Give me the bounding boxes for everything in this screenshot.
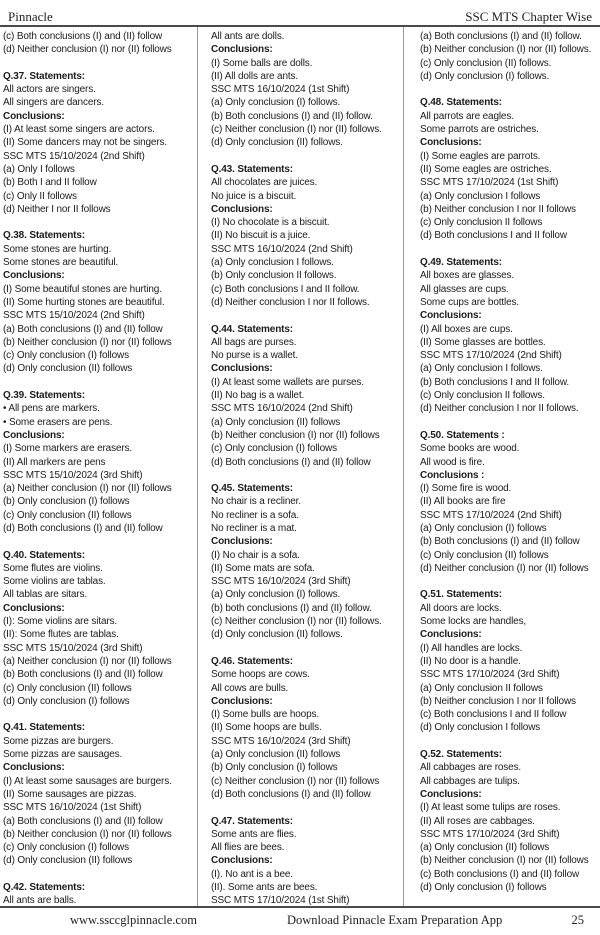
text-line: (a) Both conclusions (I) and (II) follow [3, 815, 163, 827]
text-line: Some ants are flies. [211, 828, 297, 840]
question-heading: Conclusions: [3, 270, 65, 282]
text-line: All ants are dolls. [211, 31, 285, 42]
text-line: (b) Neither conclusion I nor II follows [420, 203, 576, 215]
text-line: Some pizzas are sausages. [3, 749, 123, 761]
column-2 [198, 27, 403, 907]
question-heading: Conclusions: [211, 855, 273, 867]
text-line: (II) Some hoops are bulls. [211, 722, 322, 734]
text-line: (a) Both conclusions (I) and (II) follow. [420, 31, 582, 42]
text-line: No chair is a recliner. [211, 496, 301, 508]
text-line: (I). No ant is a bee. [211, 868, 293, 880]
text-line: All flies are bees. [211, 842, 285, 854]
text-line: (I) All boxes are cups. [420, 323, 513, 335]
text-line: (II) No biscuit is a juice. [211, 230, 311, 242]
text-line: SSC MTS 17/10/2024 (1st Shift) [211, 895, 350, 907]
text-line: (d) Only conclusion (II) follows [3, 855, 133, 867]
text-line: (b) both conclusions (I) and (II) follow. [211, 602, 372, 614]
question-heading: Conclusions: [420, 310, 482, 322]
text-line: (I) Some markers are erasers. [3, 443, 133, 455]
text-line: (II) Some glasses are bottles. [420, 336, 546, 348]
blank-line [420, 83, 598, 96]
text-line: All glasses are cups. [420, 283, 509, 295]
text-line: SSC MTS 15/10/2024 (2nd Shift) [3, 310, 145, 322]
text-line: SSC MTS 17/10/2024 (2nd Shift) [420, 350, 562, 362]
text-line: (II) All books are fire [420, 496, 506, 508]
text-line: (I) Some eagles are parrots. [420, 150, 541, 162]
text-line: Some stones are beautiful. [3, 257, 119, 269]
content-area [0, 27, 600, 907]
text-line: (c) Only conclusion (I) follows [3, 350, 129, 362]
text-line: (a) Only conclusion I follows [420, 190, 541, 202]
text-line: (b) Both conclusions (I) and (II) follow [420, 536, 580, 548]
blank-line [211, 801, 400, 814]
text-line: (a) Only conclusion (II) follows [420, 842, 550, 854]
question-heading: Conclusions: [420, 137, 482, 149]
blank-line [3, 57, 193, 70]
text-line: (a) Neither conclusion (I) nor (II) follows [3, 483, 172, 495]
text-line: All bags are purses. [211, 336, 297, 348]
text-line: (c) Only conclusion II follows [420, 217, 543, 229]
text-line: (d) Only conclusion (II) follows. [211, 629, 343, 641]
text-line: (b) Both conclusions I and II follow. [420, 376, 569, 388]
text-line: All cabbages are roses. [420, 762, 522, 774]
text-line: (I): Some violins are sitars. [3, 616, 118, 628]
text-line: All doors are locks. [420, 602, 502, 614]
text-line: All chocolates are juices. [211, 177, 318, 189]
text-line: (I) No chair is a sofa. [211, 549, 300, 561]
text-line: (c) Both conclusions (I) and (II) follow [3, 31, 163, 42]
text-line: No purse is a wallet. [211, 350, 298, 362]
text-line: (c) Only conclusion (II) follows [3, 682, 132, 694]
text-line: All cabbages are tulips. [420, 775, 520, 787]
question-heading: Conclusions: [3, 110, 65, 122]
text-line: (b) Both conclusions (I) and (II) follow. [211, 110, 373, 122]
question-heading: Conclusions: [420, 629, 482, 641]
blank-line [211, 150, 400, 163]
blank-line [3, 376, 193, 389]
text-line: (b) Only conclusion (I) follows [3, 496, 130, 508]
text-line: Some stones are hurting. [3, 243, 112, 255]
question-heading: Conclusions: [3, 429, 65, 441]
question-heading: Q.40. Statements: [3, 549, 85, 561]
text-line: Some cups are bottles. [420, 296, 519, 308]
column-3 [404, 27, 600, 907]
text-line: (d) Only conclusion (II) follows. [211, 137, 343, 149]
text-line: • Some erasers are pens. [3, 416, 113, 428]
footer-website: www.ssccglpinnacle.com [70, 913, 197, 927]
text-line: (c) Only conclusion (I) follows [3, 842, 129, 854]
text-line: (c) Both conclusions I and II follow [420, 709, 567, 721]
blank-line [211, 642, 400, 655]
blank-line [3, 868, 193, 881]
question-heading: Conclusions: [211, 203, 273, 215]
footer-page-number: 25 [571, 913, 584, 927]
text-line: (a) Only conclusion (I) follows. [211, 97, 341, 109]
blank-line [3, 708, 193, 721]
text-line: (c) Neither conclusion (I) nor (II) follows [211, 775, 380, 787]
text-line: (a) Only conclusion (I) follows [420, 522, 547, 534]
text-line: All ants are balls. [3, 895, 77, 907]
question-heading: Conclusions: [211, 536, 273, 548]
text-line: (d) Neither conclusion I nor II follows. [420, 403, 579, 415]
text-line: All parrots are eagles. [420, 110, 514, 122]
text-line: (I) At least some wallets are purses. [211, 376, 364, 388]
text-line: (b) Neither conclusion (I) nor (II) follows [3, 828, 172, 840]
text-line: No recliner is a sofa. [211, 509, 299, 521]
text-line: Some hoops are cows. [211, 669, 310, 681]
text-line: SSC MTS 16/10/2024 (1st Shift) [3, 802, 142, 814]
text-line: All tablas are sitars. [3, 589, 87, 601]
question-heading: Conclusions : [420, 469, 485, 481]
text-line: All actors are singers. [3, 84, 96, 96]
text-line: (b) Only conclusion (I) follows [211, 762, 338, 774]
text-line: (I) At least some singers are actors. [3, 124, 155, 136]
text-line: Some parrots are ostriches. [420, 124, 539, 136]
text-line: SSC MTS 17/10/2024 (2nd Shift) [420, 509, 562, 521]
text-line: (b) Only conclusion II follows. [211, 270, 337, 282]
text-line: (I) Some balls are dolls. [211, 57, 313, 69]
text-line: (d) Only conclusion (I) follows [3, 695, 130, 707]
text-line: Some violins are tablas. [3, 576, 106, 588]
text-line: (c) Both conclusions I and II follow. [211, 283, 360, 295]
text-line: (c) Only conclusion (II) follows [3, 509, 132, 521]
text-line: Some pizzas are burgers. [3, 735, 114, 747]
question-heading: Q.45. Statements: [211, 483, 293, 495]
text-line: (a) Only I follows [3, 163, 75, 175]
text-line: (c) Neither conclusion (I) nor (II) follows. [211, 616, 382, 628]
text-line: (I) All handles are locks. [420, 642, 523, 654]
text-line: (I) At least some tulips are roses. [420, 802, 561, 814]
text-line: (c) Only conclusion (I) follows [211, 443, 337, 455]
question-heading: Q.43. Statements: [211, 163, 293, 175]
text-line: (d) Neither conclusion I nor II follows. [211, 296, 370, 308]
blank-line [420, 243, 598, 256]
text-line: (d) Both conclusions I and II follow [420, 230, 567, 242]
text-line: SSC MTS 15/10/2024 (3rd Shift) [3, 469, 143, 481]
text-line: SSC MTS 17/10/2024 (3rd Shift) [420, 669, 560, 681]
question-heading: Q.52. Statements: [420, 749, 502, 761]
text-line: (d) Only conclusion I follows [420, 722, 541, 734]
text-line: (d) Only conclusion (I) follows. [420, 70, 550, 82]
text-line: (c) Neither conclusion (I) nor (II) follows. [211, 124, 382, 136]
blank-line [3, 535, 193, 548]
text-line: (II) No bag is a wallet. [211, 390, 305, 402]
text-line: (II) Some hurting stones are beautiful. [3, 296, 165, 308]
blank-line [211, 469, 400, 482]
text-line: (a) Only conclusion (II) follows [211, 749, 341, 761]
text-line: (II): Some flutes are tablas. [3, 629, 119, 641]
text-line: (a) Both conclusions (I) and (II) follow [3, 323, 163, 335]
text-line: All singers are dancers. [3, 97, 104, 109]
text-line: (II) All roses are cabbages. [420, 815, 535, 827]
text-line: All wood is fire. [420, 456, 485, 468]
question-heading: Q.44. Statements: [211, 323, 293, 335]
blank-line [3, 216, 193, 229]
text-line: (d) Neither I nor II follows [3, 203, 111, 215]
text-line: (d) Neither conclusion (I) nor (II) follows [420, 562, 589, 574]
text-line: (II) Some eagles are ostriches. [420, 163, 552, 175]
text-line: SSC MTS 16/10/2024 (3rd Shift) [211, 735, 351, 747]
text-line: Some books are wood. [420, 443, 520, 455]
question-heading: Conclusions: [3, 762, 65, 774]
question-heading: Conclusions: [3, 602, 65, 614]
question-heading: Q.42. Statements: [3, 882, 85, 893]
text-line: (b) Neither conclusion (I) nor (II) follows [3, 336, 172, 348]
text-line: (a) Only conclusion II follows [420, 682, 543, 694]
text-line: SSC MTS 15/10/2024 (3rd Shift) [3, 642, 143, 654]
question-heading: Q.38. Statements: [3, 230, 85, 242]
question-heading: Q.50. Statements : [420, 429, 505, 441]
question-heading: Q.47. Statements: [211, 815, 293, 827]
text-line: (a) Only conclusion (I) follows. [211, 589, 341, 601]
question-heading: Q.46. Statements: [211, 655, 293, 667]
text-line: (d) Neither conclusion (I) nor (II) follows [3, 44, 172, 56]
text-line: (b) Neither conclusion (I) nor (II) follows. [420, 44, 592, 56]
text-line: (I) Some fire is wood. [420, 483, 512, 495]
column-1 [0, 27, 197, 907]
blank-line [420, 735, 598, 748]
question-heading: Conclusions: [211, 363, 273, 375]
question-heading: Q.37. Statements: [3, 70, 85, 82]
text-line: (I) At least some sausages are burgers. [3, 775, 172, 787]
footer-app-text: Download Pinnacle Exam Preparation App [287, 913, 503, 927]
blank-line [420, 575, 598, 588]
text-line: (c) Only II follows [3, 190, 77, 202]
text-line: (c) Both conclusions (I) and (II) follow [420, 868, 580, 880]
text-line: SSC MTS 16/10/2024 (1st Shift) [211, 84, 350, 96]
text-line: (b) Neither conclusion (I) nor (II) follows [211, 429, 380, 441]
text-line: (d) Only conclusion (II) follows [3, 363, 133, 375]
text-line: (II) No door is a handle. [420, 655, 521, 667]
text-line: All cows are bulls. [211, 682, 289, 694]
question-heading: Q.49. Statements: [420, 257, 502, 269]
text-line: (b) Neither conclusion (I) nor (II) follows [420, 855, 589, 867]
text-line: Some flutes are violins. [3, 562, 103, 574]
text-line: (b) Neither conclusion I nor II follows [420, 695, 576, 707]
header-title: SSC MTS Chapter Wise [465, 9, 592, 24]
question-heading: Conclusions: [211, 44, 273, 56]
question-heading: Q.48. Statements: [420, 97, 502, 109]
text-line: (II) All markers are pens [3, 456, 106, 468]
page-header [0, 0, 600, 27]
text-line: Some locks are handles, [420, 616, 527, 628]
question-heading: Q.51. Statements: [420, 589, 502, 601]
blank-line [420, 416, 598, 429]
text-line: (II) All dolls are ants. [211, 70, 298, 82]
text-line: (II) Some sausages are pizzas. [3, 788, 137, 800]
text-line: (b) Both conclusions (I) and (II) follow [3, 669, 163, 681]
text-line: All boxes are glasses. [420, 270, 514, 282]
text-line: (a) Only conclusion (II) follows [211, 416, 341, 428]
text-line: • All pens are markers. [3, 403, 100, 415]
text-line: (a) Only conclusion I follows. [420, 363, 543, 375]
text-line: SSC MTS 17/10/2024 (1st Shift) [420, 177, 559, 189]
text-line: (c) Only conclusion II follows. [420, 390, 545, 402]
question-heading: Conclusions: [211, 695, 273, 707]
question-heading: Q.41. Statements: [3, 722, 85, 734]
text-line: (II) Some dancers may not be singers. [3, 137, 167, 149]
header-brand: Pinnacle [8, 9, 53, 24]
text-line: (a) Only conclusion I follows. [211, 257, 334, 269]
text-line: SSC MTS 16/10/2024 (3rd Shift) [211, 576, 351, 588]
text-line: (b) Both I and II follow [3, 177, 97, 189]
text-line: SSC MTS 16/10/2024 (2nd Shift) [211, 403, 353, 415]
text-line: (d) Both conclusions (I) and (II) follow [211, 456, 371, 468]
text-line: No juice is a biscuit. [211, 190, 297, 202]
text-line: (d) Only conclusion (I) follows [420, 882, 547, 893]
text-line: SSC MTS 16/10/2024 (2nd Shift) [211, 243, 353, 255]
text-line: (II) Some mats are sofa. [211, 562, 315, 574]
text-line: (II). Some ants are bees. [211, 882, 318, 893]
text-line: (d) Both conclusions (I) and (II) follow [211, 788, 371, 800]
page-footer [0, 906, 600, 935]
question-heading: Q.39. Statements: [3, 390, 85, 402]
text-line: (a) Neither conclusion (I) nor (II) follows [3, 655, 172, 667]
text-line: SSC MTS 17/10/2024 (3rd Shift) [420, 828, 560, 840]
text-line: (I) Some beautiful stones are hurting. [3, 283, 162, 295]
text-line: (d) Both conclusions (I) and (II) follow [3, 522, 163, 534]
text-line: (I) No chocolate is a biscuit. [211, 217, 330, 229]
text-line: SSC MTS 15/10/2024 (2nd Shift) [3, 150, 145, 162]
text-line: (I) Some bulls are hoops. [211, 709, 319, 721]
text-line: No recliner is a mat. [211, 522, 297, 534]
text-line: (c) Only conclusion (II) follows. [420, 57, 552, 69]
question-heading: Conclusions: [420, 788, 482, 800]
text-line: (c) Only conclusion (II) follows [420, 549, 549, 561]
blank-line [211, 309, 400, 322]
